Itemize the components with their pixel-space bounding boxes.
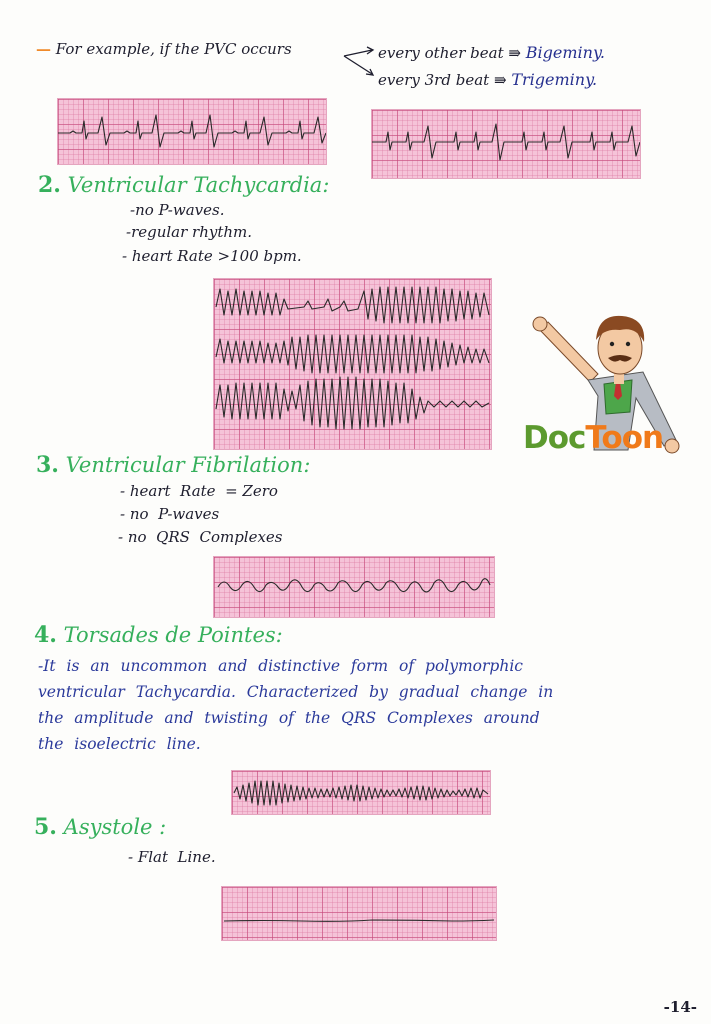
section-2-heading <box>38 172 329 198</box>
orange-dash: — <box>36 40 51 58</box>
intro-line <box>36 40 292 58</box>
bigeminy-row <box>378 43 605 62</box>
doctoon-logo <box>523 420 663 456</box>
section-2-bullet: - heart Rate >100 bpm. <box>122 247 302 265</box>
paragraph-line: the isoelectric line. <box>38 735 201 753</box>
section-5-title: Asystole : <box>63 815 167 839</box>
paragraph-line: -It is an uncommon and distinctive form of polymorphic <box>38 657 523 675</box>
ventricular-tachycardia-ecg <box>213 278 492 450</box>
section-2-bullet: -regular rhythm. <box>126 223 253 241</box>
section-2-number: 2. <box>38 172 61 198</box>
asystole-ecg <box>221 886 497 941</box>
bigeminy-ecg-strip <box>57 98 327 165</box>
section-5-heading <box>34 814 166 840</box>
row1-text: every other beat <box>378 44 504 62</box>
section-3-bullet: - heart Rate = Zero <box>120 482 278 500</box>
logo-toon: Toon <box>585 420 664 456</box>
section-4-heading <box>34 622 283 648</box>
section-3-number: 3. <box>36 452 59 478</box>
row2-text: every 3rd beat <box>378 71 490 89</box>
logo-doc: Doc <box>523 420 586 456</box>
intro-text: For example, if the PVC occurs <box>55 40 292 58</box>
trigeminy-ecg-strip <box>371 109 641 179</box>
paragraph-line: the amplitude and twisting of the QRS Complexes around <box>38 709 540 727</box>
paragraph-line: ventricular Tachycardia. Characterized by gradual change in <box>38 683 554 701</box>
branch-arrows-icon <box>342 44 378 80</box>
section-3-bullet: - no QRS Complexes <box>118 528 283 546</box>
ventricular-fibrillation-ecg <box>213 556 495 618</box>
section-3-bullet: - no P-waves <box>120 505 220 523</box>
section-2-bullet: -no P-waves. <box>130 201 225 219</box>
torsades-description <box>38 653 638 757</box>
section-5-bullet: - Flat Line. <box>128 848 216 866</box>
section-4-number: 4. <box>34 622 57 648</box>
section-2-title: Ventricular Tachycardia: <box>67 173 330 197</box>
torsades-ecg <box>231 770 491 815</box>
section-3-heading <box>36 452 310 478</box>
bigeminy-term: Bigeminy. <box>525 43 605 62</box>
implies-arrow-icon: ⇛ <box>508 44 521 62</box>
page-number: -14- <box>663 998 697 1016</box>
trigeminy-row <box>378 70 597 89</box>
section-5-number: 5. <box>34 814 57 840</box>
trigeminy-term: Trigeminy. <box>511 70 598 89</box>
section-3-title: Ventricular Fibrilation: <box>65 453 311 477</box>
section-4-title: Torsades de Pointes: <box>63 623 283 647</box>
implies-arrow-icon: ⇛ <box>493 71 507 89</box>
